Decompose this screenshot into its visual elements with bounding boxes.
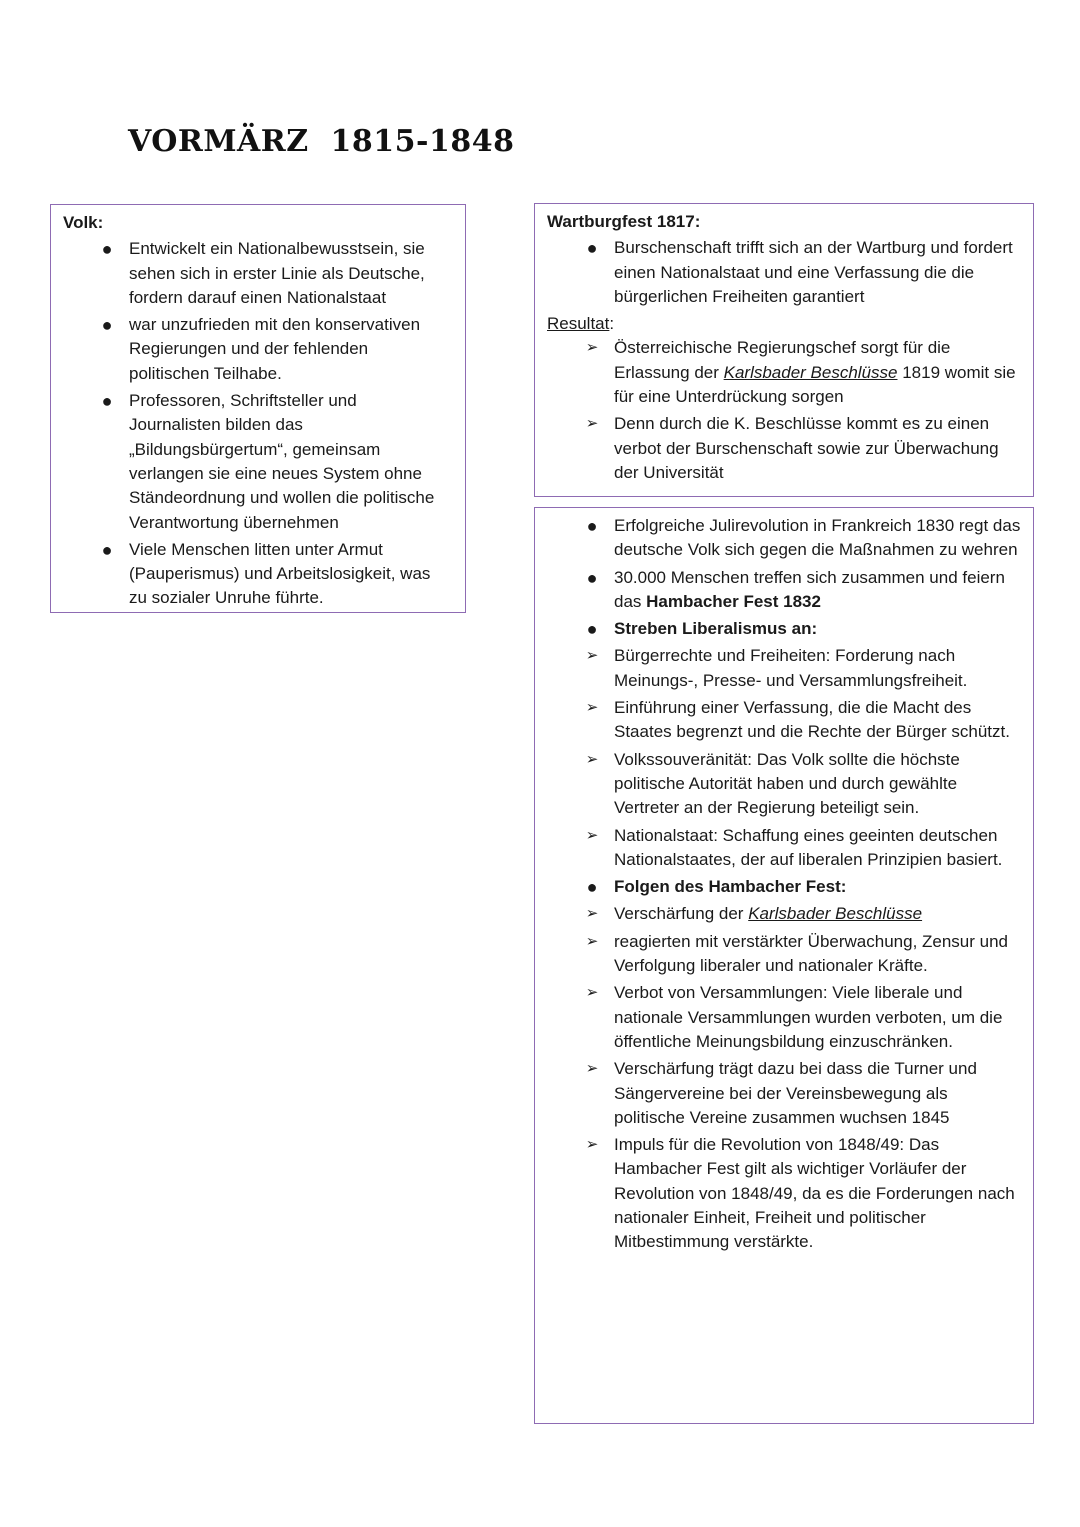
list-item: ● 30.000 Menschen treffen sich zusammen und feiern das Hambacher Fest 1832 bbox=[547, 566, 1023, 615]
arrow-bullet-icon: ➢ bbox=[585, 984, 599, 1002]
arrow-bullet-icon: ➢ bbox=[585, 699, 599, 717]
volk-list bbox=[63, 237, 453, 610]
arrow-bullet-icon: ➢ bbox=[585, 339, 599, 357]
list-item: ● war unzufrieden mit den konservativen Regierungen und der fehlenden politischen Teilhabe. bbox=[63, 313, 453, 386]
page-title: VORMÄRZ 1815-1848 bbox=[128, 124, 515, 159]
arrow-bullet-icon: ➢ bbox=[585, 1060, 599, 1078]
bullet-icon: ● bbox=[101, 391, 113, 412]
list-item: ➢ Verschärfung der Karlsbader Beschlüsse bbox=[547, 902, 1023, 926]
result-list bbox=[547, 336, 1023, 485]
arrow-bullet-icon: ➢ bbox=[585, 905, 599, 923]
bullet-icon: ● bbox=[586, 516, 598, 536]
list-item: ➢ reagierten mit verstärkter Überwachung, Zensur und Verfolgung liberaler und nationaler Kräfte. bbox=[547, 930, 1023, 979]
list-item: ● Professoren, Schriftsteller und Journalisten bilden das „Bildungsbürgertum“, gemeinsam verlangen sie eine neues System ohne Ständeordnung und wollen die politische Verantwortung übernehmen bbox=[63, 389, 453, 535]
list-item: ➢ Verbot von Versammlungen: Viele liberale und nationale Versammlungen wurden verboten, um die öffentliche Meinungsbildung einzuschränken. bbox=[547, 981, 1023, 1054]
hambacher-fest-title: Hambacher Fest 1832 bbox=[646, 591, 821, 611]
list-item: ➢ Volkssouveränität: Das Volk sollte die höchste politische Autorität haben und durch gewählte Vertreter an der Regierung beteiligt sein. bbox=[547, 748, 1023, 821]
bullet-icon: ● bbox=[586, 619, 598, 640]
list-item: ➢ Denn durch die K. Beschlüsse kommt es zu einen verbot der Burschenschaft sowie zur Überwachung der Universität bbox=[547, 412, 1023, 485]
list-item: ➢ Einführung einer Verfassung, die die Macht des Staates begrenzt und die Rechte der Bürger schützt. bbox=[547, 696, 1023, 745]
list-item: ● Streben Liberalismus an: bbox=[547, 617, 1023, 641]
bullet-icon: ● bbox=[101, 539, 113, 560]
list-item: ● Folgen des Hambacher Fest: bbox=[547, 875, 1023, 899]
bullet-icon: ● bbox=[586, 877, 598, 898]
arrow-bullet-icon: ➢ bbox=[585, 647, 599, 665]
result-label: Resultat: bbox=[547, 314, 615, 334]
bullet-icon: ● bbox=[586, 567, 598, 588]
wartburgfest-heading: Wartburgfest 1817: bbox=[547, 212, 701, 231]
karlsbader-reference: Karlsbader Beschlüsse bbox=[748, 904, 923, 924]
arrow-bullet-icon: ➢ bbox=[585, 415, 599, 433]
karlsbader-reference: Karlsbader Beschlüsse bbox=[723, 362, 898, 382]
wartburgfest-box bbox=[534, 203, 1034, 497]
bullet-icon: ● bbox=[101, 239, 113, 260]
wartburgfest-list bbox=[547, 236, 1023, 309]
list-item: ● Burschenschaft trifft sich an der Wartburg und fordert einen Nationalstaat und eine Verfassung die die bürgerlichen Freiheiten garantiert bbox=[547, 236, 1023, 309]
volk-box bbox=[50, 204, 466, 613]
list-item: ➢ Impuls für die Revolution von 1848/49: Das Hambacher Fest gilt als wichtiger Vorläufer der Revolution von 1848/49, da es die Forderungen nach nationaler Einheit, Freiheit und politischer Mitbestimmung verstärkte. bbox=[547, 1133, 1023, 1254]
arrow-bullet-icon: ➢ bbox=[585, 1136, 599, 1154]
list-item: ➢ Nationalstaat: Schaffung eines geeinten deutschen Nationalstaates, der auf liberalen Prinzipien basiert. bbox=[547, 824, 1023, 873]
list-item: ➢ Bürgerrechte und Freiheiten: Forderung nach Meinungs-, Presse- und Versammlungsfreiheit. bbox=[547, 644, 1023, 693]
list-item: ● Entwickelt ein Nationalbewusstsein, sie sehen sich in erster Linie als Deutsche, fordern darauf einen Nationalstaat bbox=[63, 237, 453, 310]
bullet-icon: ● bbox=[101, 315, 113, 336]
list-item: ● Viele Menschen litten unter Armut (Pauperismus) und Arbeitslosigkeit, was zu sozialer Unruhe führte. bbox=[63, 538, 453, 611]
arrow-bullet-icon: ➢ bbox=[585, 750, 599, 768]
list-item: ➢ Verschärfung trägt dazu bei dass die Turner und Sängervereine bei der Vereinsbewegung als politische Vereine zusammen wuchsen 1845 bbox=[547, 1057, 1023, 1130]
volk-heading: Volk: bbox=[63, 213, 104, 232]
hambacher-fest-box bbox=[534, 507, 1034, 1424]
arrow-bullet-icon: ➢ bbox=[585, 932, 599, 950]
list-item: ● Erfolgreiche Julirevolution in Frankreich 1830 regt das deutsche Volk sich gegen die Maßnahmen zu wehren bbox=[547, 514, 1023, 563]
bullet-icon: ● bbox=[586, 238, 598, 259]
hambacher-fest-list bbox=[547, 514, 1023, 1255]
list-item: ➢ Österreichische Regierungschef sorgt für die Erlassung der Karlsbader Beschlüsse 1819 womit sie für eine Unterdrückung sorgen bbox=[547, 336, 1023, 409]
arrow-bullet-icon: ➢ bbox=[585, 826, 599, 844]
